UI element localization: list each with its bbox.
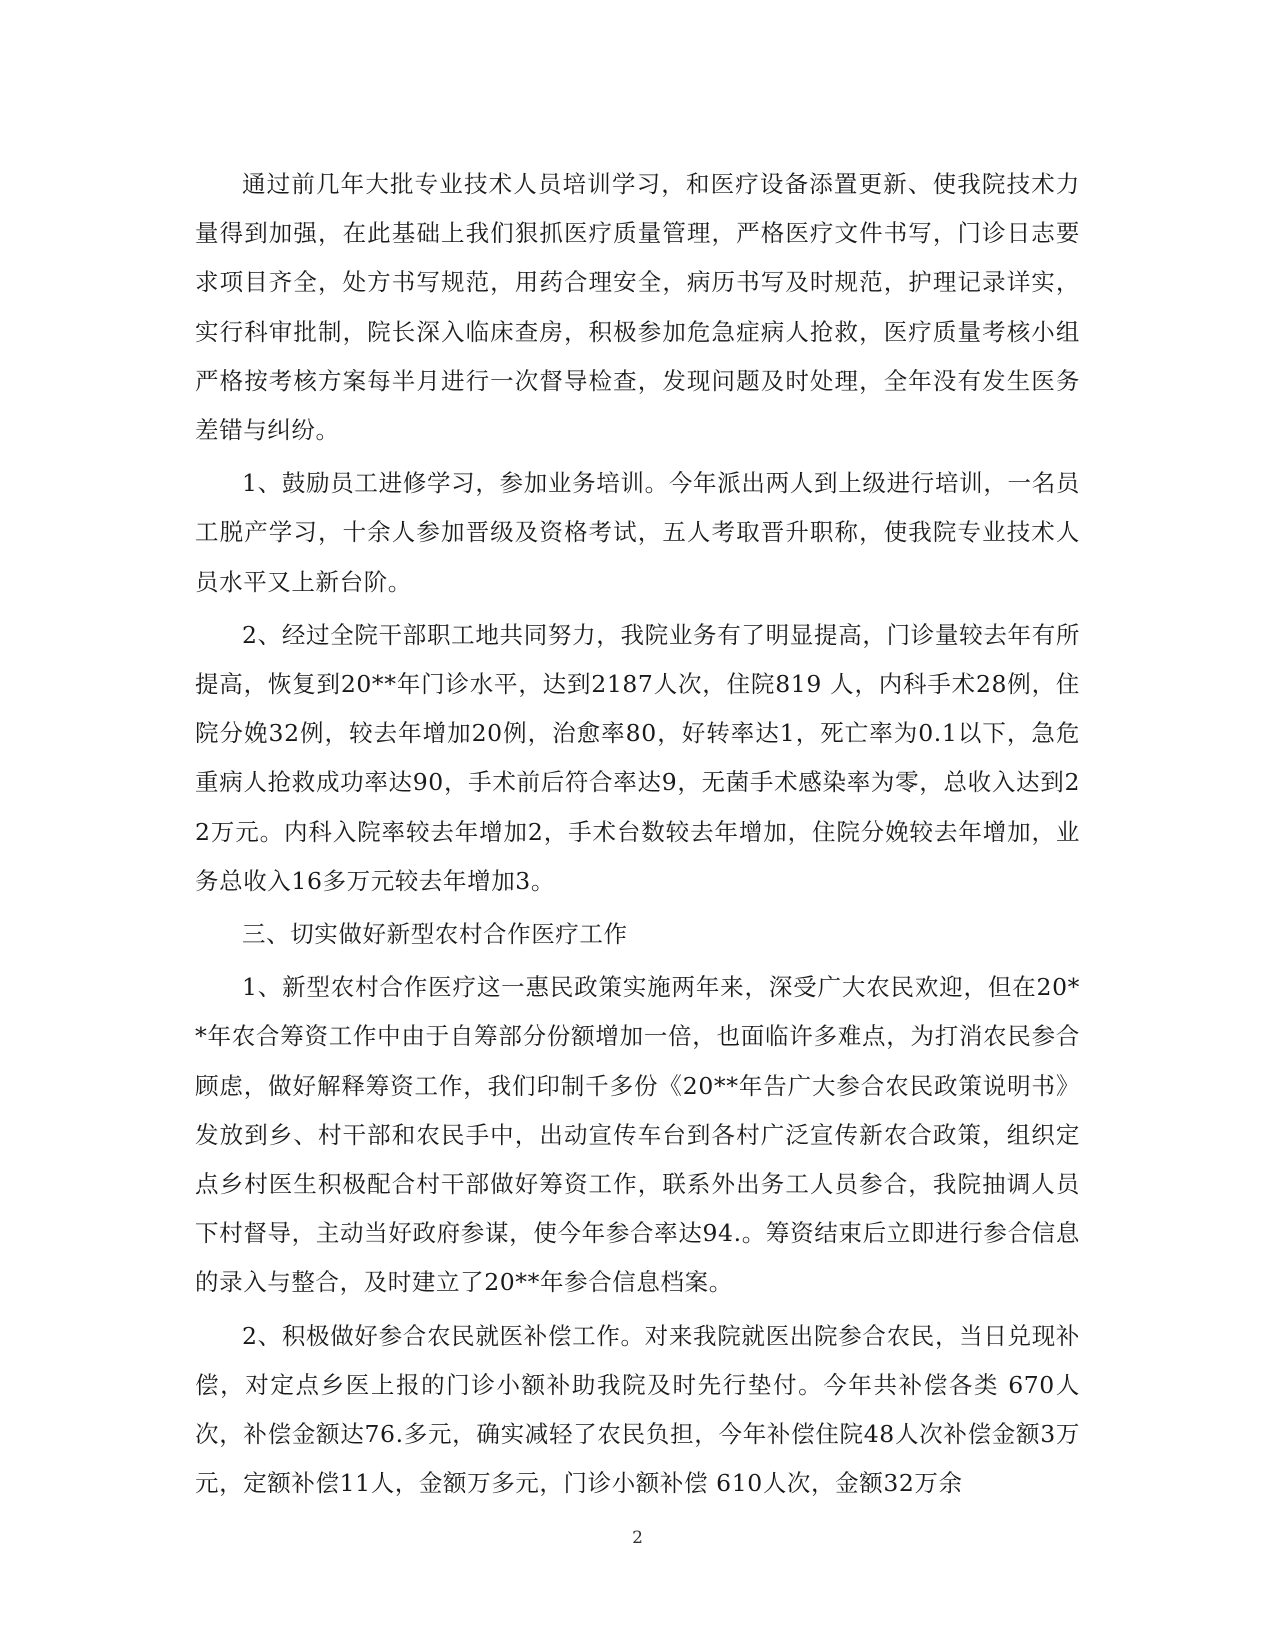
paragraph-quality-management: 通过前几年大批专业技术人员培训学习，和医疗设备添置更新、使我院技术力量得到加强，在此基础上我们狠抓医疗质量管理，严格医疗文件书写，门诊日志要求项目齐全，处方书写规范，用药合理安全，病历书写及时规范，护理记录详实，实行科审批制，院长深入临床查房，积极参加危急症病人抢救，医疗质量考核小组严格按考核方案每半月进行一次督导检查，发现问题及时处理，全年没有发生医务差错与纠纷。 (195, 170, 1080, 445)
body-text (195, 160, 1080, 1512)
paragraph-compensation-work: 2、积极做好参合农民就医补偿工作。对来我院就医出院参合农民，当日兑现补偿，对定点乡医上报的门诊小额补助我院及时先行垫付。今年共补偿各类 670人次，补偿金额达76.多元，确实减轻了农民负担，今年补偿住院48人次补偿金额3万元，定额补偿11人，金额万多元，门诊小额补偿 610人次，金额32万余 (195, 1321, 1080, 1498)
section-heading-rural-cooperative: 三、切实做好新型农村合作医疗工作 (242, 920, 628, 949)
paragraph-staff-training: 1、鼓励员工进修学习，参加业务培训。今年派出两人到上级进行培训，一名员工脱产学习，十余人参加晋级及资格考试，五人考取晋升职称，使我院专业技术人员水平又上新台阶。 (195, 469, 1080, 596)
paragraph-cooperative-funding: 1、新型农村合作医疗这一惠民政策实施两年来，深受广大农民欢迎，但在20**年农合筹资工作中由于自筹部分份额增加一倍，也面临许多难点，为打消农民参合顾虑，做好解释筹资工作，我们印制千多份《20**年告广大参合农民政策说明书》发放到乡、村干部和农民手中，出动宣传车台到各村广泛宣传新农合政策，组织定点乡村医生积极配合村干部做好筹资工作，联系外出务工人员参合，我院抽调人员下村督导，主动当好政府参谋，使今年参合率达94.。筹资结束后立即进行参合信息的录入与整合，及时建立了20**年参合信息档案。 (195, 973, 1080, 1297)
paragraph-business-statistics: 2、经过全院干部职工地共同努力，我院业务有了明显提高，门诊量较去年有所提高，恢复到20**年门诊水平，达到2187人次，住院819 人，内科手术28例，住院分娩32例，较去年增加20例，治愈率80，好转率达1，死亡率为0.1以下，急危重病人抢救成功率达90，手术前后符合率达9，无菌手术感染率为零，总收入达到22万元。内科入院率较去年增加2，手术台数较去年增加，住院分娩较去年增加，业务总收入16多万元较去年增加3。 (195, 620, 1080, 895)
page-number: 2 (632, 1528, 643, 1548)
